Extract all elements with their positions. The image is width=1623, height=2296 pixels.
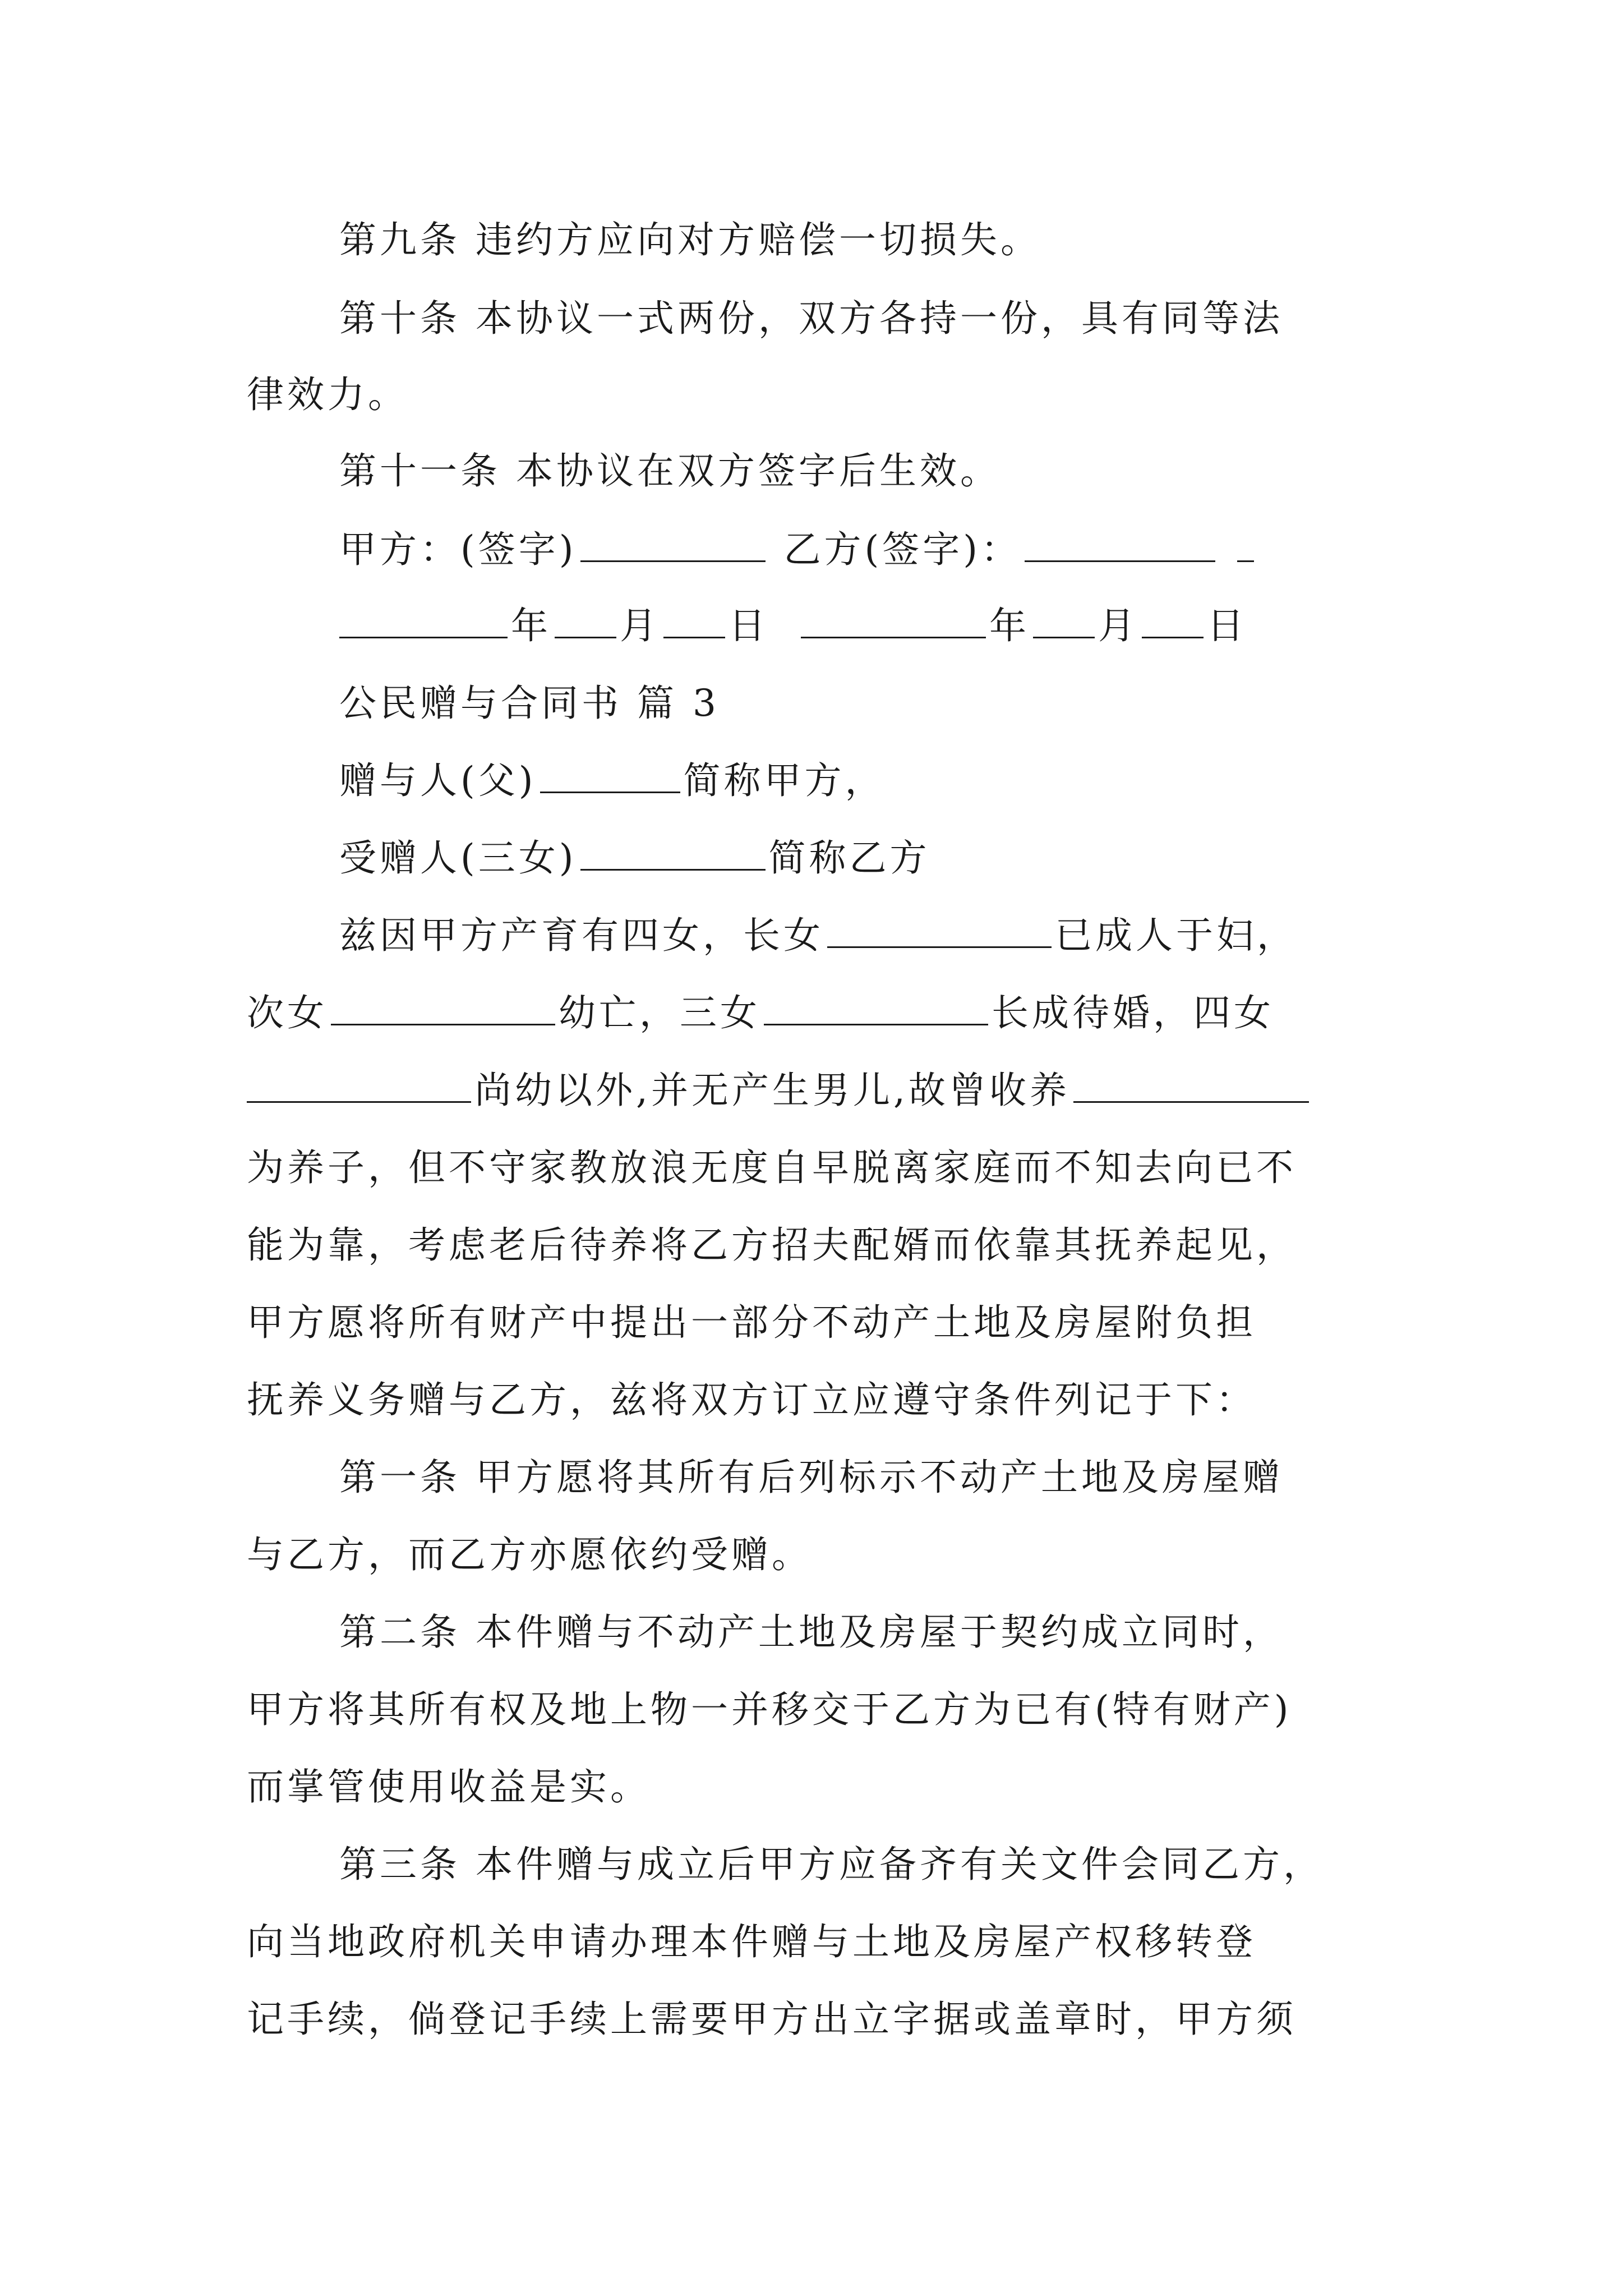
article-1-line-2: 与乙方，而乙方亦愿依约受赠。 <box>247 1533 812 1576</box>
article-3-line-1: 第三条 本件赠与成立后甲方应备齐有关文件会同乙方， <box>339 1843 1324 1886</box>
party-a-sign-label: 甲方：(签字) <box>339 528 577 571</box>
party-a-sign-blank <box>580 526 766 562</box>
date-a-month-blank <box>555 602 616 638</box>
preamble-line-3: 尚幼以外,并无产生男儿,故曾收养 <box>247 1062 1312 1119</box>
article-1-line-1: 第一条 甲方愿将其所有后列标示不动产土地及房屋赠 <box>339 1456 1283 1499</box>
article-3-line-2: 向当地政府机关申请办理本件赠与土地及房屋产权移转登 <box>247 1920 1256 1963</box>
donee-line: 受赠人(三女) 简称乙方 <box>339 830 930 886</box>
preamble-line-6: 甲方愿将所有财产中提出一部分不动产土地及房屋附负担 <box>247 1301 1256 1344</box>
adopted-son-blank <box>1073 1066 1309 1103</box>
article-11: 第十一条 本协议在双方签字后生效。 <box>339 449 1000 493</box>
preamble-line-2: 次女 幼亡，三女 长成待婚，四女 <box>247 985 1274 1041</box>
article-3-line-3: 记手续，倘登记手续上需要甲方出立字据或盖章时，甲方须 <box>247 1998 1297 2041</box>
date-b-year-blank <box>801 602 986 638</box>
article-9: 第九条 违约方应向对方赔偿一切损失。 <box>339 218 1041 261</box>
eldest-daughter-blank <box>827 912 1052 948</box>
date-a-year-blank <box>339 602 508 638</box>
preamble-line-4: 为养子，但不守家教放浪无度自早脱离家庭而不知去向已不 <box>247 1146 1297 1189</box>
section-title: 公民赠与合同书 篇 3 <box>339 682 720 725</box>
article-2-line-1: 第二条 本件赠与不动产土地及房屋于契约成立同时， <box>339 1611 1283 1654</box>
signature-line <box>339 522 1257 578</box>
fourth-daughter-blank <box>247 1066 471 1103</box>
party-b-sign-blank <box>1025 526 1215 562</box>
party-b-sign-blank-tail <box>1237 526 1254 562</box>
donor-name-blank <box>540 757 680 793</box>
preamble-line-1: 兹因甲方产育有四女，长女 已成人于妇， <box>339 908 1297 964</box>
date-b-month-blank <box>1033 602 1095 638</box>
preamble-line-5: 能为靠，考虑老后待养将乙方招夫配婿而依靠其抚养起见， <box>247 1223 1297 1267</box>
article-2-line-2: 甲方将其所有权及地上物一并移交于乙方为已有(特有财产) <box>247 1688 1292 1731</box>
preamble-line-7: 抚养义务赠与乙方，兹将双方订立应遵守条件列记于下： <box>247 1378 1256 1421</box>
third-daughter-blank <box>764 989 988 1025</box>
donor-line: 赠与人(父) 简称甲方， <box>339 753 886 809</box>
article-10-line-2: 律效力。 <box>247 373 408 416</box>
donee-name-blank <box>580 834 766 871</box>
second-daughter-blank <box>331 989 555 1025</box>
date-a-day-blank <box>663 602 725 638</box>
article-10-line-1: 第十条 本协议一式两份，双方各持一份，具有同等法 <box>339 297 1283 340</box>
date-b-day-blank <box>1142 602 1204 638</box>
article-2-line-3: 而掌管使用收益是实。 <box>247 1765 651 1809</box>
date-line: 年 月 日 年 月 日 <box>339 598 1247 654</box>
party-b-sign-label: 乙方(签字)： <box>783 528 1021 571</box>
